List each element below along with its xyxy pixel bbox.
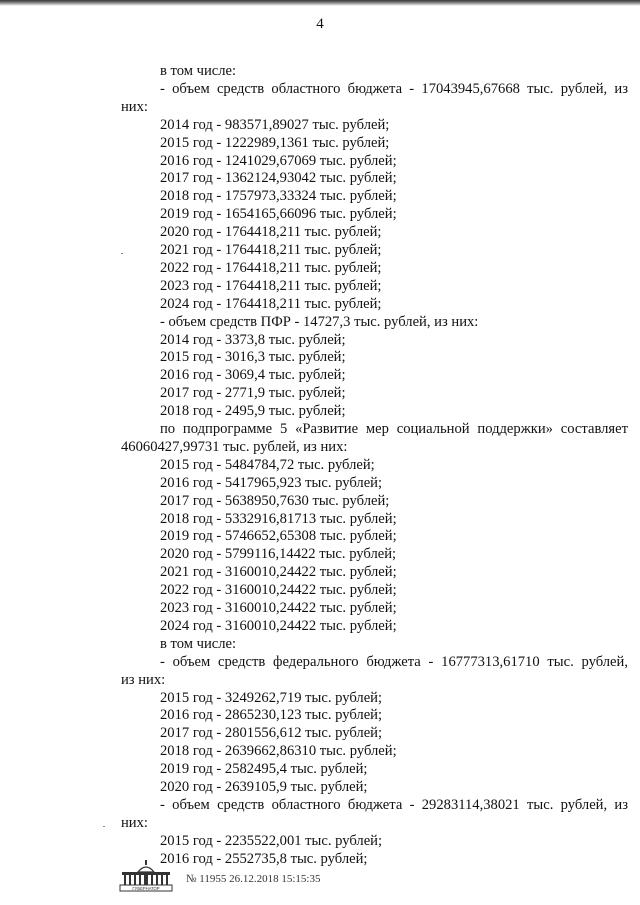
- text-line: 2017 год - 5638950,7630 тыс. рублей;: [160, 492, 390, 509]
- government-seal-logo: [116, 860, 176, 892]
- text-line: 2016 год - 3069,4 тыс. рублей;: [160, 367, 346, 384]
- text-line: 2018 год - 2639662,86310 тыс. рублей;: [160, 743, 397, 760]
- text-line: 2015 год - 3249262,719 тыс. рублей;: [160, 689, 383, 706]
- text-line: 2022 год - 3160010,24422 тыс. рублей;: [160, 582, 397, 599]
- text-line: 2015 год - 5484784,72 тыс. рублей;: [160, 456, 375, 473]
- scan-speck: [103, 826, 105, 827]
- text-line: них:: [121, 98, 148, 115]
- text-line: 2017 год - 2771,9 тыс. рублей;: [160, 385, 346, 402]
- text-line: 2016 год - 1241029,67069 тыс. рублей;: [160, 152, 397, 169]
- text-line: 2024 год - 1764418,211 тыс. рублей;: [160, 295, 382, 312]
- text-line: 2015 год - 2235522,001 тыс. рублей;: [160, 832, 383, 849]
- text-line: 2016 год - 2865230,123 тыс. рублей;: [160, 707, 383, 724]
- text-line: 2018 год - 5332916,81713 тыс. рублей;: [160, 510, 397, 527]
- text-line: 2023 год - 1764418,211 тыс. рублей;: [160, 277, 382, 294]
- text-line: 2022 год - 1764418,211 тыс. рублей;: [160, 259, 382, 276]
- text-line: 2024 год - 3160010,24422 тыс. рублей;: [160, 617, 397, 634]
- text-line: - объем средств ПФР - 14727,3 тыс. рублей, из них:: [160, 313, 479, 330]
- text-line: 2019 год - 5746652,65308 тыс. рублей;: [160, 528, 397, 545]
- text-line: 2020 год - 2639105,9 тыс. рублей;: [160, 779, 368, 795]
- document-footer: [0, 858, 640, 898]
- text-line: 2020 год - 1764418,211 тыс. рублей;: [160, 224, 382, 241]
- text-line: 2017 год - 2801556,612 тыс. рублей;: [160, 725, 383, 742]
- text-line: 2014 год - 983571,89027 тыс. рублей;: [160, 116, 390, 133]
- text-line: 2014 год - 3373,8 тыс. рублей;: [160, 331, 346, 348]
- text-line: 46060427,99731 тыс. рублей, из них:: [121, 438, 348, 455]
- text-line: из них:: [121, 671, 166, 688]
- text-line: 2015 год - 1222989,1361 тыс. рублей;: [160, 134, 390, 151]
- text-line: 2017 год - 1362124,93042 тыс. рублей;: [160, 170, 397, 187]
- text-line: них:: [121, 814, 148, 831]
- text-line: 2023 год - 3160010,24422 тыс. рублей;: [160, 600, 397, 616]
- text-line: 2018 год - 1757973,33324 тыс. рублей;: [160, 188, 397, 205]
- text-line: - объем средств областного бюджета - 29283114,38021 тыс. рублей, из: [160, 796, 628, 813]
- text-line: 2019 год - 1654165,66096 тыс. рублей;: [160, 206, 397, 223]
- text-line: 2016 год - 5417965,923 тыс. рублей;: [160, 474, 383, 491]
- text-line: в том числе:: [160, 63, 237, 79]
- text-line: 2019 год - 2582495,4 тыс. рублей;: [160, 761, 368, 778]
- text-line: - объем средств областного бюджета - 17043945,67668 тыс. рублей, из: [160, 80, 628, 97]
- text-line: 2020 год - 5799116,14422 тыс. рублей;: [160, 546, 397, 563]
- text-line: 2018 год - 2495,9 тыс. рублей;: [160, 403, 346, 420]
- text-line: в том числе:: [160, 635, 237, 652]
- registration-stamp: № 11955 26.12.2018 15:15:35: [186, 873, 321, 885]
- text-line: 2021 год - 3160010,24422 тыс. рублей;: [160, 564, 397, 581]
- text-line: 2015 год - 3016,3 тыс. рублей;: [160, 349, 346, 366]
- text-line: - объем средств федерального бюджета - 16777313,61710 тыс. рублей,: [160, 653, 628, 670]
- text-line: по подпрограмме 5 «Развитие мер социальной поддержки» составляет: [160, 421, 628, 437]
- text-line: 2021 год - 1764418,211 тыс. рублей;: [160, 242, 382, 258]
- svg-text:ГУБЕРНАТОР: ГУБЕРНАТОР: [132, 886, 160, 891]
- scan-speck: [121, 253, 123, 254]
- text-line: 2016 год - 2552735,8 тыс. рублей;: [160, 850, 368, 867]
- page-number: 4: [316, 16, 324, 32]
